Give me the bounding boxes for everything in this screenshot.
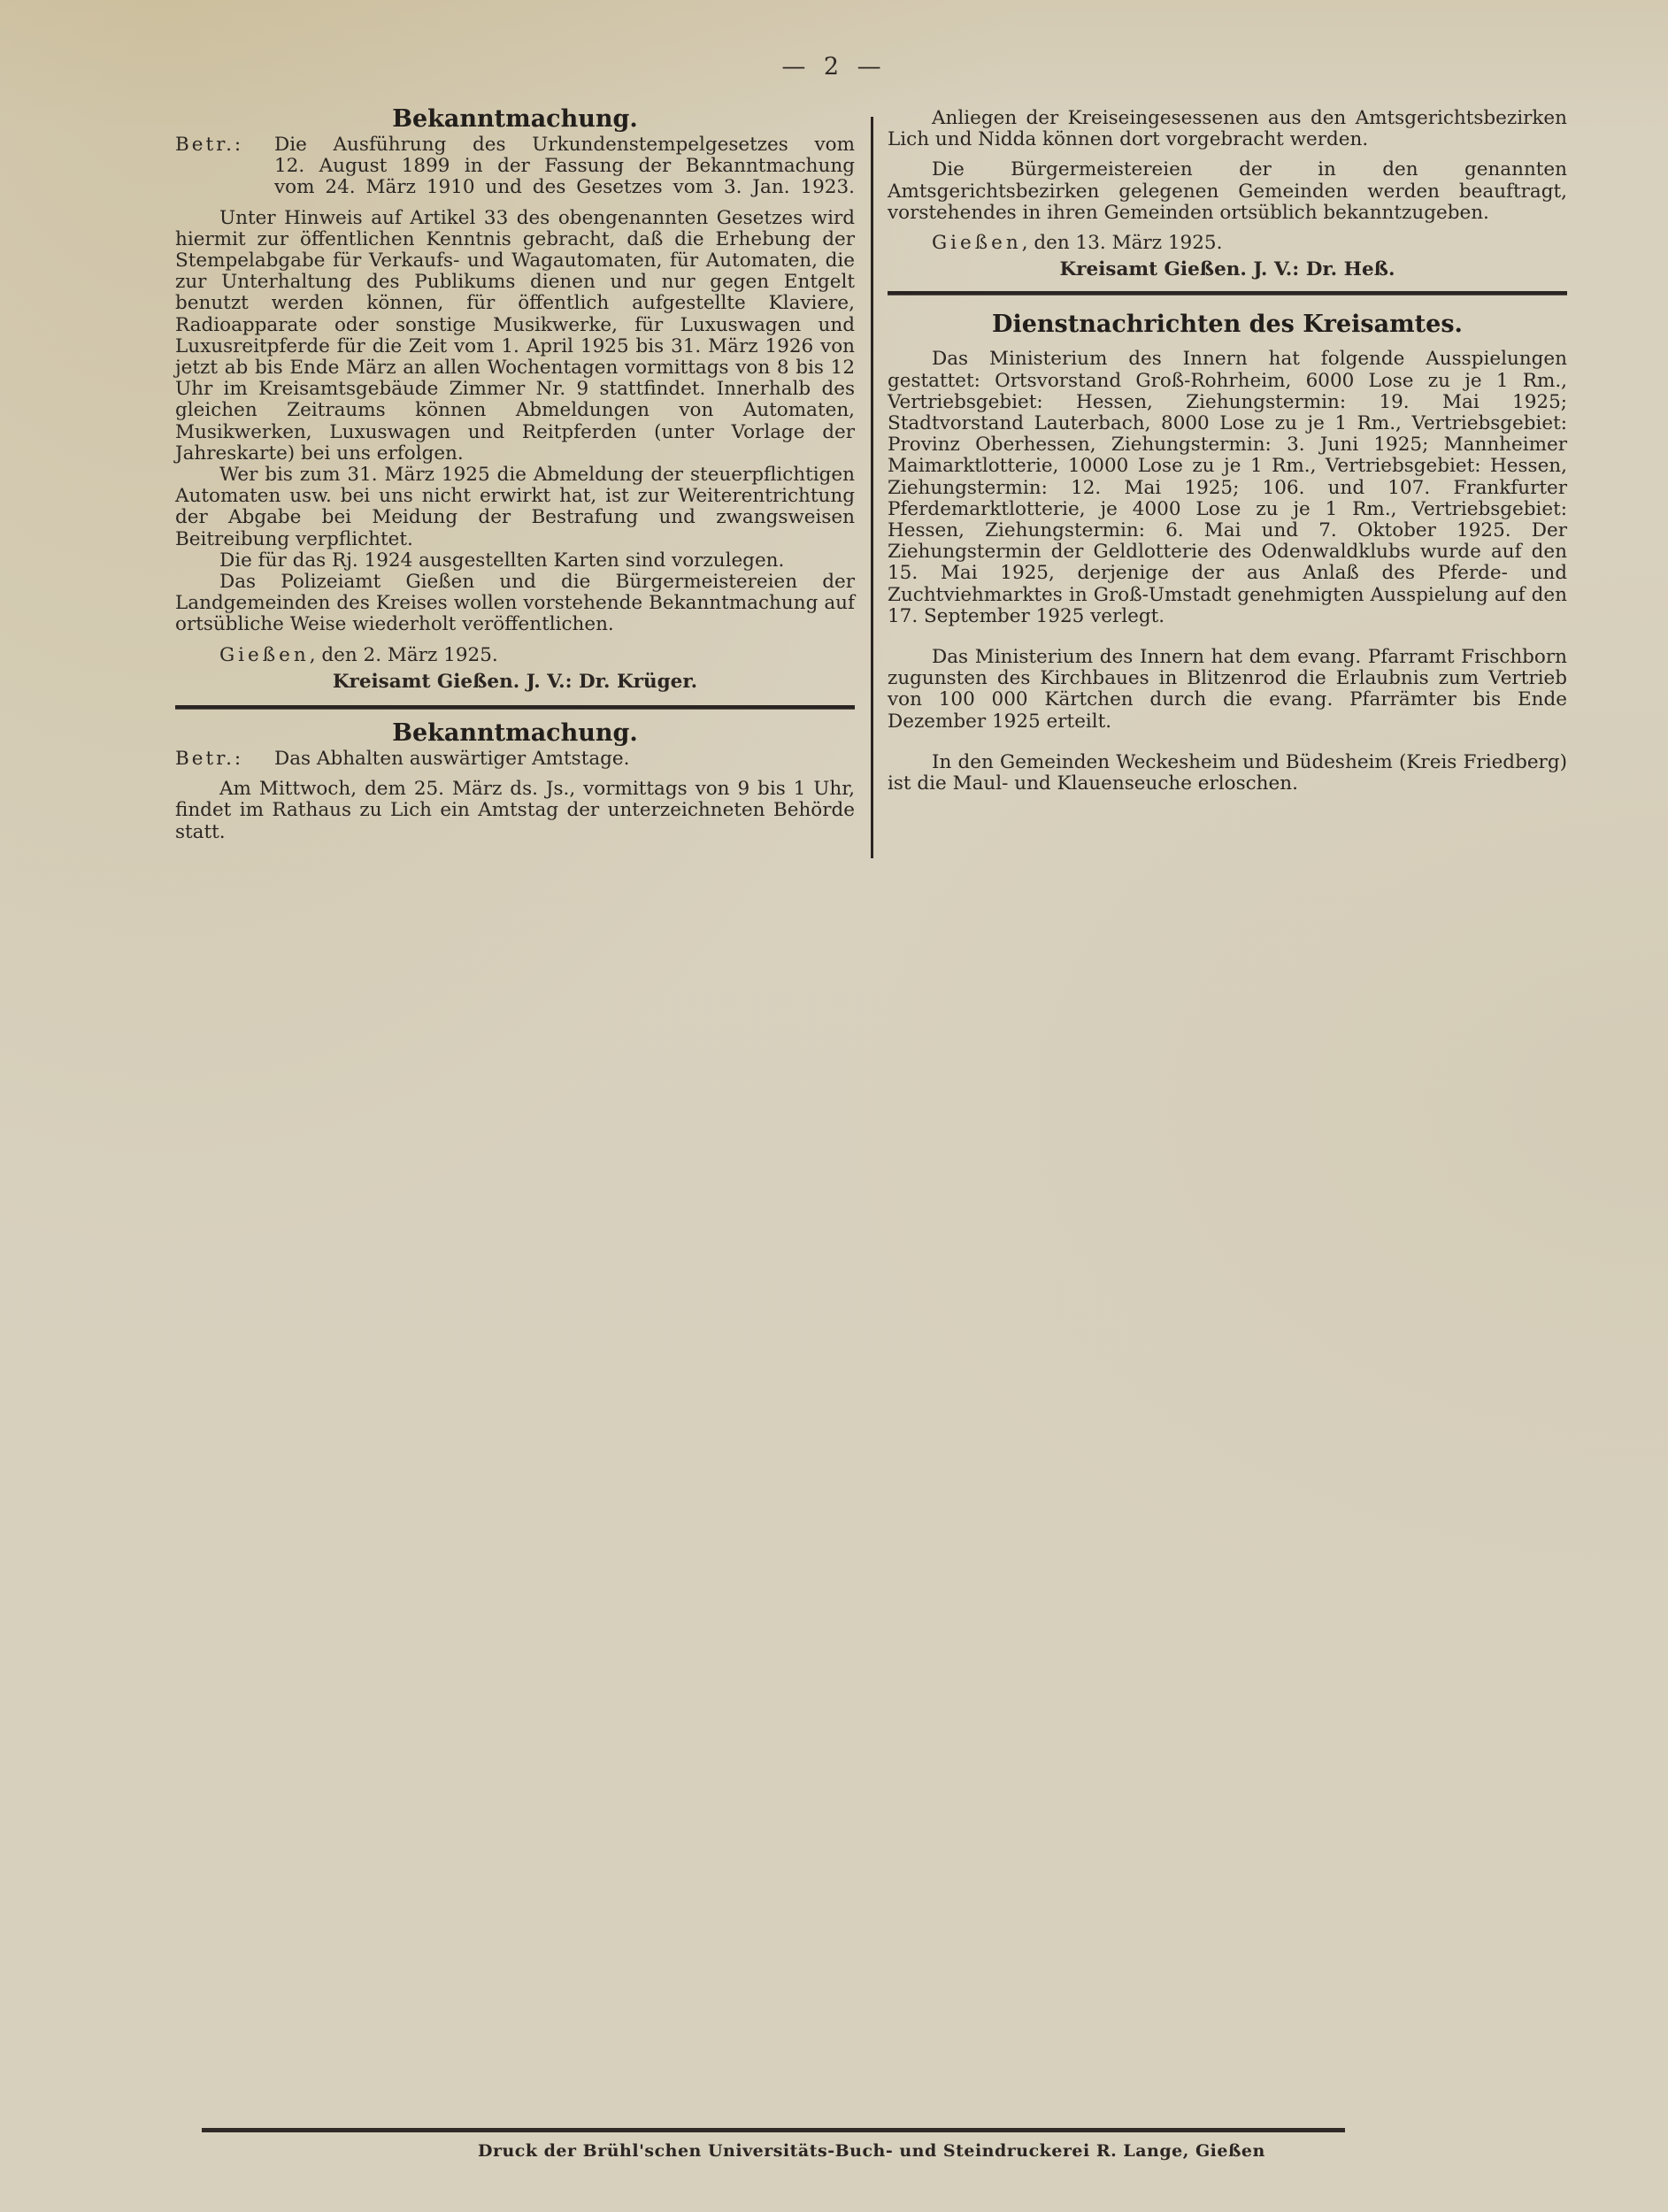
date-line [888, 233, 1567, 254]
section-heading: Dienstnachrichten des Kreisamtes. [992, 311, 1463, 339]
body-paragraph: Das Polizeiamt Gießen und die Bürgermeistereien der Landgemeinden des Kreises wollen vorstehende Bekanntmachung auf ortsübliche Weise wiederholt veröffentlichen. [175, 571, 855, 636]
subject-block [175, 749, 855, 770]
notice-heading: Bekanntmachung. [392, 719, 638, 748]
body-paragraph: In den Gemeinden Weckesheim und Büdesheim (Kreis Friedberg) ist die Maul- und Klauenseuche erloschen. [888, 750, 1567, 795]
body-paragraph: Das Ministerium des Innern hat folgende Ausspielungen gestattet: Ortsvorstand Groß-Rohrheim, 6000 Lose zu je 1 Rm., Vertriebsgebiet: Hessen, Ziehungstermin: 19. Mai 1925; Stadtvorstand Lauterbach, 8000 Lose zu je 1 Rm., Vertriebsgebiet: Provinz Oberhessen, Ziehungstermin: 3. Juni 1925; Mannheimer Maimarktlotterie, 10000 Lose zu je 1 Rm., Vertriebsgebiet: Hessen, Ziehungstermin: 12. Mai 1925; 106. und 107. Frankfurter Pferdemarktlotterie, je 4000 Lose zu je 1 Rm., Vertriebsgebiet: Hessen, Ziehungstermin: 6. Mai und 7. Oktober 1925. Der Ziehungstermin der Geldlotterie des Odenwaldklubs wurde auf den 15. Mai 1925, derjenige der aus Anlaß des Pferde- und Zuchtviehmarktes in Groß-Umstadt genehmigten Ausspielung auf den 17. September 1925 verlegt. [888, 348, 1567, 627]
notice-amtstage-continued [888, 103, 1567, 280]
date-text: , den 13. März 1925. [1021, 232, 1223, 255]
notice-amtstage [175, 720, 855, 843]
body-paragraph: Unter Hinweis auf Artikel 33 des obengenannten Gesetzes wird hiermit zur öffentlichen Kenntnis gebracht, daß die Erhebung der Stempelabgabe für Verkaufs- und Wagautomaten, für Automaten, die zur Unterhaltung des Publikums dienen und nur gegen Entgelt benutzt werden können, für öffentlich aufgestellte Klaviere, Radioapparate oder sonstige Musikwerke, für Luxuswagen und Luxusreitpferde für die Zeit vom 1. April 1925 bis 31. März 1926 von jetzt ab bis Ende März an allen Wochentagen vormittags von 8 bis 12 Uhr im Kreisamtsgebäude Zimmer Nr. 9 stattfindet. Innerhalb des gleichen Zeitraums können Abmeldungen von Automaten, Musikwerken, Luxuswagen und Reitpferden (unter Vorlage der Jahreskarte) bei uns erfolgen. [175, 206, 855, 465]
subject-text [274, 134, 855, 199]
body-paragraph: Die Bürgermeistereien der in den genannten Amtsgerichtsbezirken gelegenen Gemeinden werden beauftragt, vorstehendes in ihren Gemeinden ortsüblich bekanntzugeben. [888, 158, 1567, 224]
date-text: , den 2. März 1925. [309, 643, 498, 666]
notice-urkundenstempel [175, 106, 855, 693]
body-paragraph: Anliegen der Kreiseingesessenen aus den Amtsgerichtsbezirken Lich und Nidda können dort vorgebracht werden. [888, 107, 1567, 151]
section-divider [175, 705, 855, 710]
place-name: Gießen [219, 643, 310, 666]
section-divider [888, 291, 1567, 296]
subject-line: vom 24. März 1910 und des Gesetzes vom 3. Jan. 1923. [274, 176, 855, 199]
column-divider [871, 117, 873, 858]
subject-line: Die Ausführung des Urkundenstempelgesetzes vom [274, 134, 855, 156]
notice-heading: Bekanntmachung. [392, 105, 638, 133]
footer-divider [202, 2128, 1345, 2132]
body-paragraph: Die für das Rj. 1924 ausgestellten Karten sind vorzulegen. [219, 549, 785, 572]
signature: Kreisamt Gießen. J. V.: Dr. Heß. [1059, 258, 1395, 281]
service-news [888, 311, 1567, 795]
date-line [175, 645, 855, 666]
printer-imprint: Druck der Brühl'schen Universitäts-Buch- und Steindruckerei R. Lange, Gießen [478, 2141, 1265, 2161]
subject-block [175, 134, 855, 199]
subject-text: Das Abhalten auswärtiger Amtstage. [274, 748, 630, 771]
body-paragraph: Wer bis zum 31. März 1925 die Abmeldung der steuerpflichtigen Automaten usw. bei uns nicht erwirkt hat, ist zur Weiterentrichtung der Abgabe bei Meidung der Bestrafung und zwangsweisen Beitreibung verpflichtet. [175, 464, 855, 550]
place-name: Gießen [932, 232, 1022, 255]
subject-line: 12. August 1899 in der Fassung der Bekanntmachung [274, 155, 855, 178]
right-column [888, 103, 1567, 795]
body-paragraph: Am Mittwoch, dem 25. März ds. Js., vormittags von 9 bis 1 Uhr, findet im Rathaus zu Lich ein Amtstag der unterzeichneten Behörde statt. [175, 778, 855, 843]
signature: Kreisamt Gießen. J. V.: Dr. Krüger. [332, 670, 698, 693]
left-column [175, 103, 855, 843]
body-paragraph: Das Ministerium des Innern hat dem evang. Pfarramt Frischborn zugunsten des Kirchbaues in Blitzenrod die Erlaubnis zum Vertrieb von 100 000 Kärtchen durch die evang. Pfarrämter bis Ende Dezember 1925 erteilt. [888, 646, 1567, 733]
subject-label: Betr.: [175, 134, 244, 156]
page-number: — 2 — [781, 53, 887, 81]
subject-label: Betr.: [175, 748, 244, 771]
